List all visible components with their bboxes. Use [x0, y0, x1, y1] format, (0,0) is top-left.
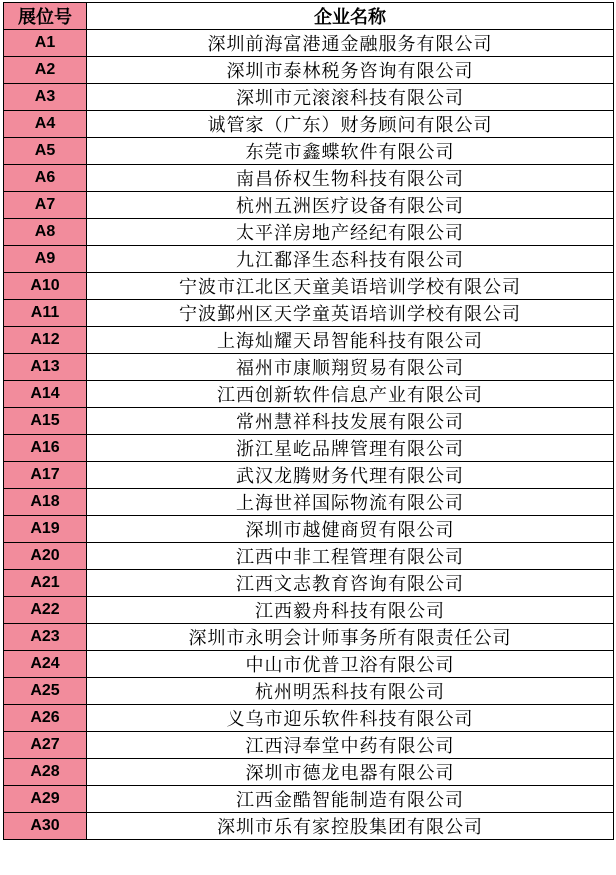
- table-row: [4, 678, 614, 705]
- booth-number-cell: A7: [4, 192, 87, 219]
- company-name-cell: 常州慧祥科技发展有限公司: [87, 408, 614, 435]
- company-name-cell: 浙江星屹品牌管理有限公司: [87, 435, 614, 462]
- company-name-cell: 杭州五洲医疗设备有限公司: [87, 192, 614, 219]
- company-name-cell: 江西创新软件信息产业有限公司: [87, 381, 614, 408]
- company-name-cell: 武汉龙腾财务代理有限公司: [87, 462, 614, 489]
- booth-number-cell: A18: [4, 489, 87, 516]
- booth-number-cell: A25: [4, 678, 87, 705]
- booth-number-cell: A28: [4, 759, 87, 786]
- company-name-cell: 诚管家（广东）财务顾问有限公司: [87, 111, 614, 138]
- table-row: [4, 435, 614, 462]
- table-row: [4, 84, 614, 111]
- company-name-cell: 深圳市乐有家控股集团有限公司: [87, 813, 614, 840]
- table-row: [4, 570, 614, 597]
- booth-number-cell: A23: [4, 624, 87, 651]
- company-name-cell: 宁波市江北区天童美语培训学校有限公司: [87, 273, 614, 300]
- booth-number-cell: A2: [4, 57, 87, 84]
- booth-number-cell: A17: [4, 462, 87, 489]
- company-name-cell: 福州市康顺翔贸易有限公司: [87, 354, 614, 381]
- booth-number-cell: A13: [4, 354, 87, 381]
- table-row: [4, 327, 614, 354]
- booth-number-cell: A24: [4, 651, 87, 678]
- booth-number-cell: A12: [4, 327, 87, 354]
- table-row: [4, 165, 614, 192]
- company-name-cell: 深圳市元滚滚科技有限公司: [87, 84, 614, 111]
- table-row: [4, 300, 614, 327]
- table-row: [4, 813, 614, 840]
- company-name-cell: 江西文志教育咨询有限公司: [87, 570, 614, 597]
- booth-number-cell: A19: [4, 516, 87, 543]
- table-row: [4, 57, 614, 84]
- table-row: [4, 759, 614, 786]
- booth-number-header: 展位号: [4, 3, 87, 30]
- company-name-cell: 深圳市德龙电器有限公司: [87, 759, 614, 786]
- company-name-cell: 深圳市越健商贸有限公司: [87, 516, 614, 543]
- booth-number-cell: A5: [4, 138, 87, 165]
- booth-number-cell: A15: [4, 408, 87, 435]
- table-row: [4, 138, 614, 165]
- company-name-cell: 九江鄱泽生态科技有限公司: [87, 246, 614, 273]
- table-row: [4, 543, 614, 570]
- booth-number-cell: A6: [4, 165, 87, 192]
- booth-number-cell: A4: [4, 111, 87, 138]
- company-name-cell: 太平洋房地产经纪有限公司: [87, 219, 614, 246]
- booth-number-cell: A16: [4, 435, 87, 462]
- table-row: [4, 705, 614, 732]
- booth-number-cell: A26: [4, 705, 87, 732]
- booth-number-cell: A8: [4, 219, 87, 246]
- table-row: [4, 489, 614, 516]
- table-row: [4, 516, 614, 543]
- table-row: [4, 381, 614, 408]
- table-row: [4, 246, 614, 273]
- table-row: [4, 30, 614, 57]
- booth-number-cell: A1: [4, 30, 87, 57]
- company-name-cell: 江西毅舟科技有限公司: [87, 597, 614, 624]
- booth-number-cell: A14: [4, 381, 87, 408]
- table-row: [4, 624, 614, 651]
- booth-number-cell: A20: [4, 543, 87, 570]
- header-row: [4, 3, 614, 30]
- table-row: [4, 597, 614, 624]
- booth-number-cell: A21: [4, 570, 87, 597]
- booth-number-cell: A22: [4, 597, 87, 624]
- table-row: [4, 354, 614, 381]
- table-body: [4, 30, 614, 840]
- table-row: [4, 111, 614, 138]
- table-row: [4, 408, 614, 435]
- company-name-header: 企业名称: [87, 3, 614, 30]
- company-name-cell: 宁波鄞州区天学童英语培训学校有限公司: [87, 300, 614, 327]
- company-name-cell: 东莞市鑫蝶软件有限公司: [87, 138, 614, 165]
- company-name-cell: 深圳市永明会计师事务所有限责任公司: [87, 624, 614, 651]
- company-name-cell: 杭州明炁科技有限公司: [87, 678, 614, 705]
- table-row: [4, 651, 614, 678]
- company-name-cell: 南昌侨权生物科技有限公司: [87, 165, 614, 192]
- company-name-cell: 上海世祥国际物流有限公司: [87, 489, 614, 516]
- booth-number-cell: A11: [4, 300, 87, 327]
- booth-number-cell: A30: [4, 813, 87, 840]
- company-name-cell: 江西浔奉堂中药有限公司: [87, 732, 614, 759]
- table-row: [4, 219, 614, 246]
- booth-number-cell: A3: [4, 84, 87, 111]
- company-name-cell: 深圳前海富港通金融服务有限公司: [87, 30, 614, 57]
- exhibitor-table: [3, 2, 614, 840]
- company-name-cell: 江西中非工程管理有限公司: [87, 543, 614, 570]
- table-row: [4, 732, 614, 759]
- company-name-cell: 义乌市迎乐软件科技有限公司: [87, 705, 614, 732]
- booth-number-cell: A9: [4, 246, 87, 273]
- booth-number-cell: A27: [4, 732, 87, 759]
- booth-number-cell: A29: [4, 786, 87, 813]
- table-row: [4, 462, 614, 489]
- company-name-cell: 江西金酷智能制造有限公司: [87, 786, 614, 813]
- company-name-cell: 深圳市泰林税务咨询有限公司: [87, 57, 614, 84]
- table-row: [4, 192, 614, 219]
- company-name-cell: 上海灿耀天昂智能科技有限公司: [87, 327, 614, 354]
- table-row: [4, 273, 614, 300]
- booth-number-cell: A10: [4, 273, 87, 300]
- table-row: [4, 786, 614, 813]
- company-name-cell: 中山市优普卫浴有限公司: [87, 651, 614, 678]
